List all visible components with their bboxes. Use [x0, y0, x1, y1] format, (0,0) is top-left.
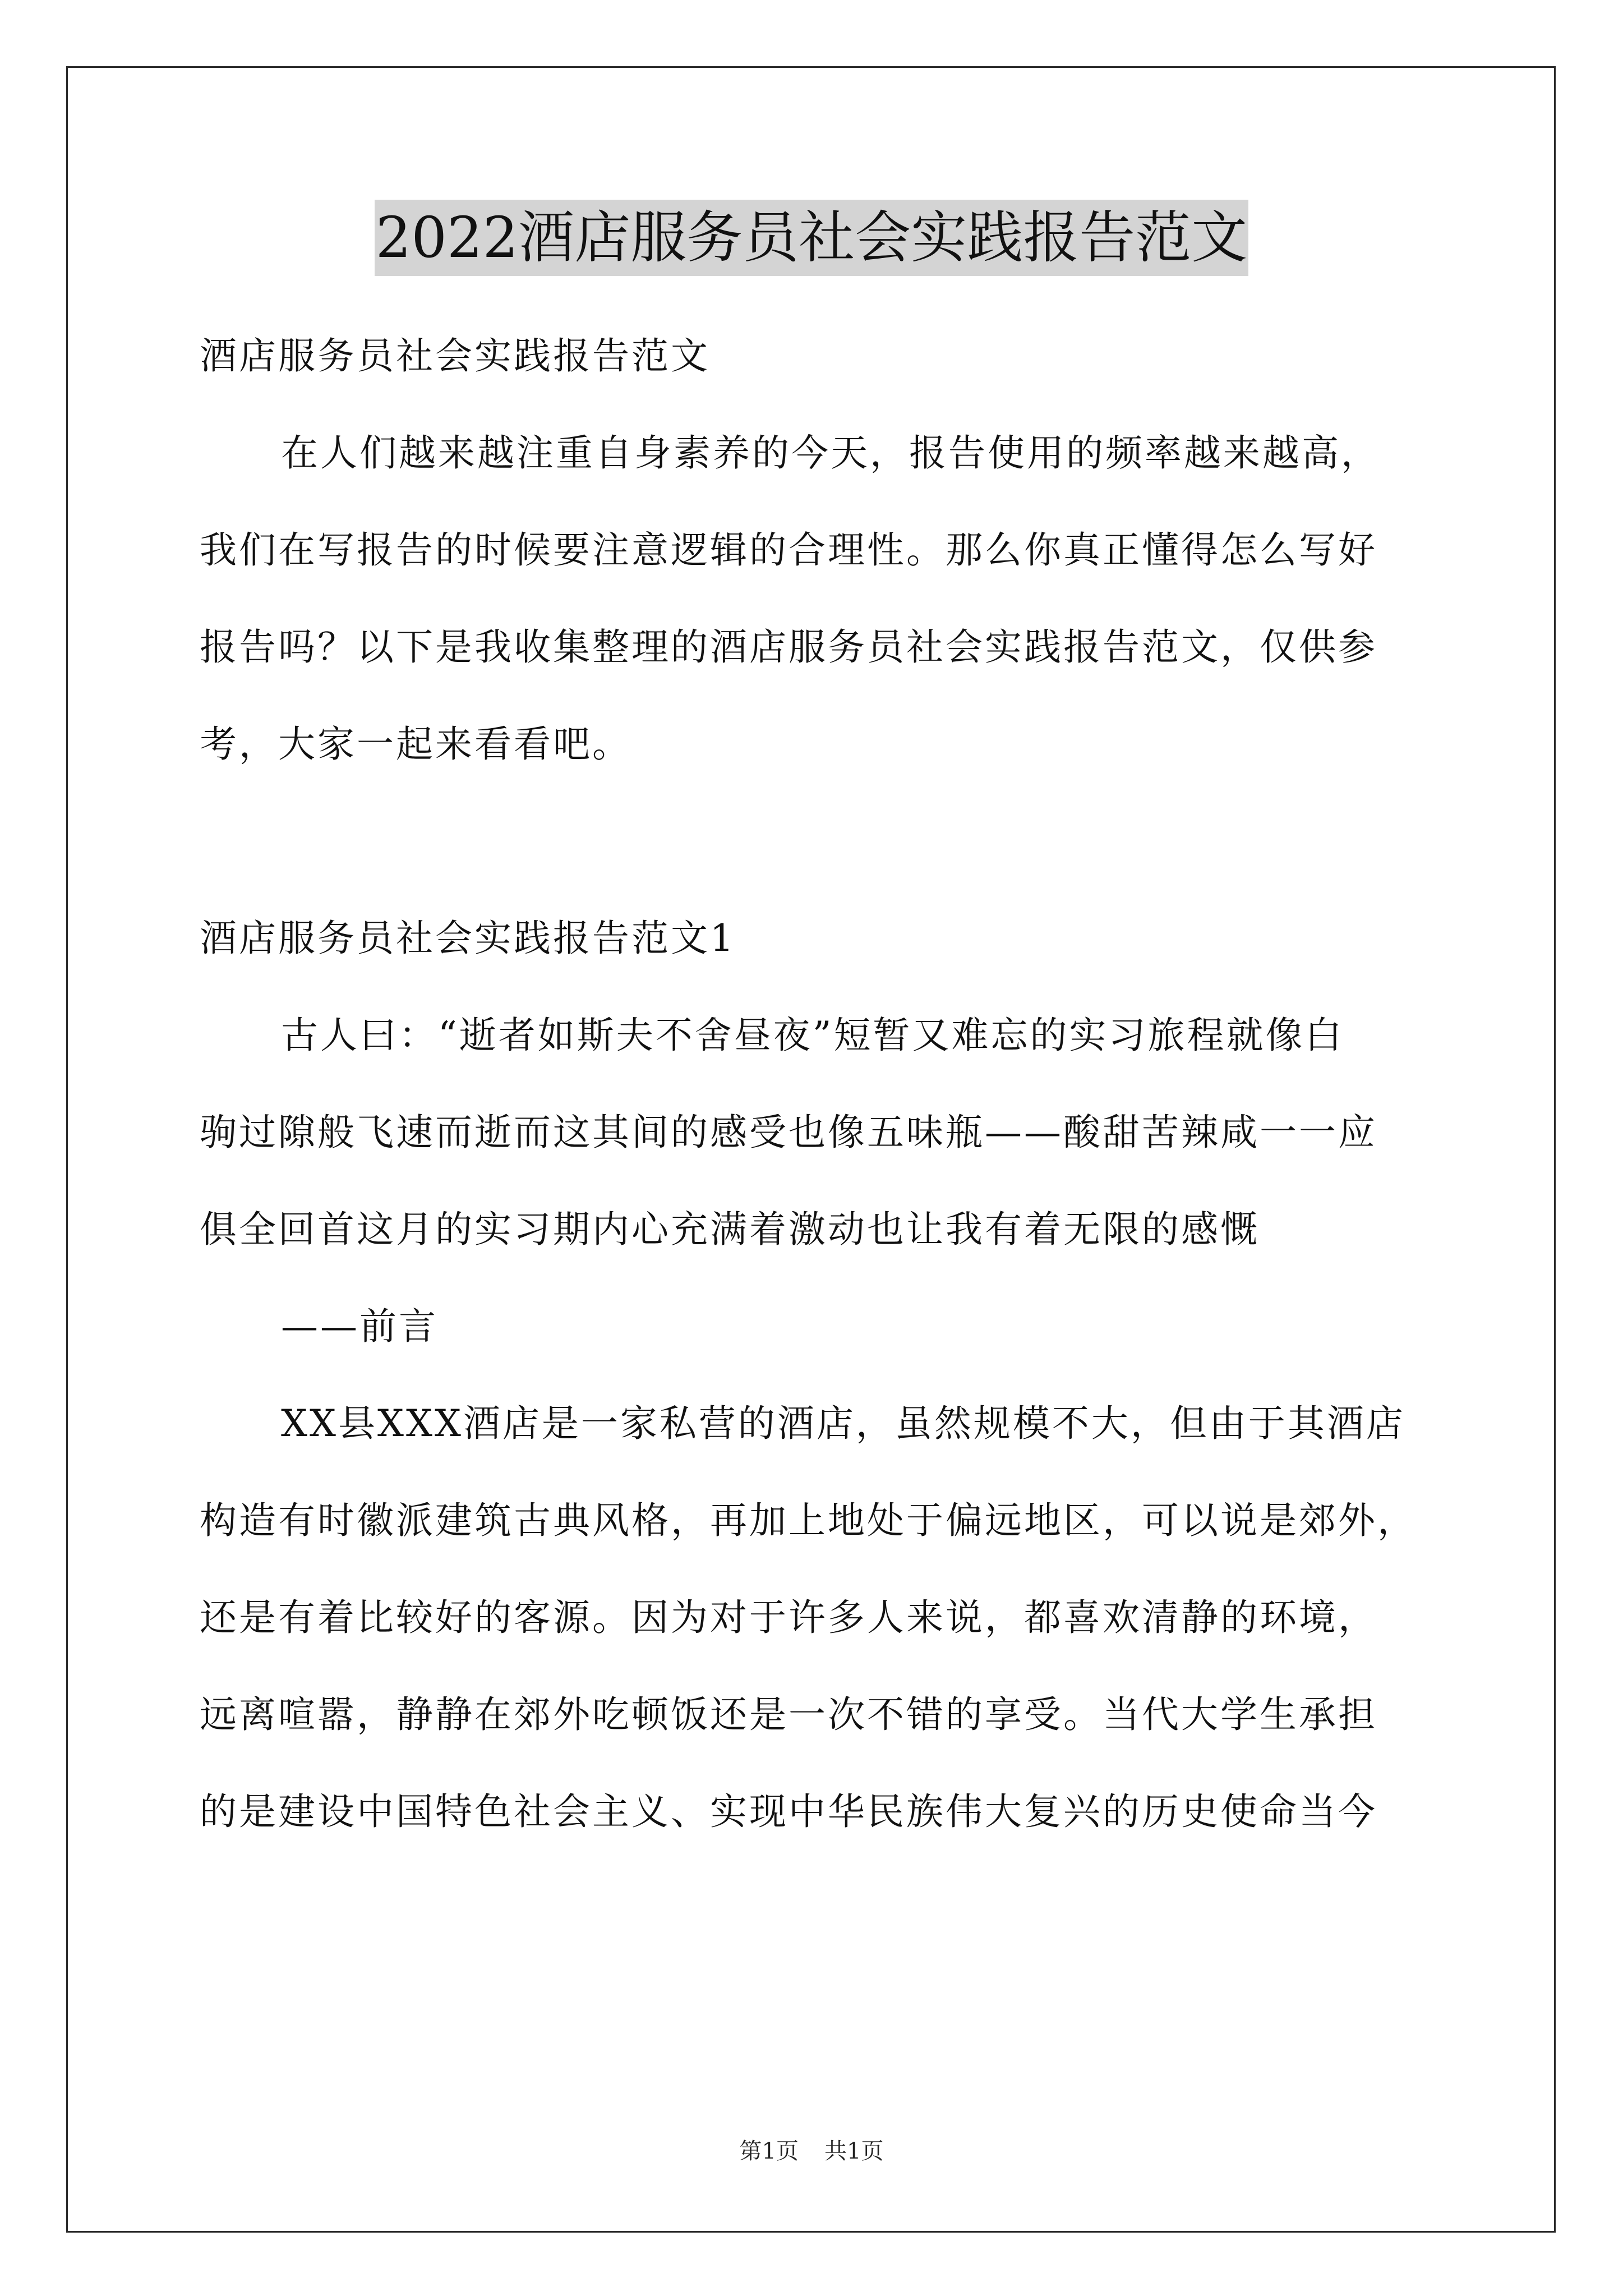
- text-line: 报告吗？以下是我收集整理的酒店服务员社会实践报告范文，仅供参: [200, 625, 1377, 669]
- text-line: 在人们越来越注重自身素养的今天，报告使用的频率越来越高，: [281, 431, 1380, 475]
- text-line: 考，大家一起来看看吧。: [200, 723, 631, 766]
- text-line: 酒店服务员社会实践报告范文1: [200, 917, 736, 960]
- text-line: 俱全回首这月的实习期内心充满着激动也让我有着无限的感慨: [200, 1208, 1260, 1251]
- page-footer: [0, 2134, 1623, 2168]
- document-title: 2022酒店服务员社会实践报告范文: [375, 200, 1249, 276]
- blank-line: [200, 793, 1484, 890]
- text-line: 酒店服务员社会实践报告范文: [200, 334, 710, 378]
- text-line: ——前言: [281, 1305, 438, 1348]
- text-line: 构造有时徽派建筑古典风格，再加上地处于偏远地区，可以说是郊外，: [200, 1499, 1417, 1542]
- text-line: 驹过隙般飞速而逝而这其间的感受也像五味瓶——酸甜苦辣咸一一应: [200, 1111, 1377, 1154]
- text-line: 我们在写报告的时候要注意逻辑的合理性。那么你真正懂得怎么写好: [200, 528, 1377, 572]
- document-body: [200, 307, 1484, 1860]
- text-line: 还是有着比较好的客源。因为对于许多人来说，都喜欢清静的环境，: [200, 1596, 1377, 1639]
- title-container: [0, 200, 1623, 276]
- text-line: 远离喧嚣，静静在郊外吃顿饭还是一次不错的享受。当代大学生承担: [200, 1693, 1377, 1736]
- page-number-total: 共1页: [824, 2138, 884, 2164]
- text-line: 古人曰：“逝者如斯夫不舍昼夜”短暂又难忘的实习旅程就像白: [281, 1014, 1344, 1057]
- text-line: 的是建设中国特色社会主义、实现中华民族伟大复兴的历史使命当今: [200, 1790, 1377, 1833]
- text-line: XX县XXX酒店是一家私营的酒店，虽然规模不大，但由于其酒店: [281, 1402, 1405, 1445]
- page-number-current: 第1页: [739, 2138, 799, 2164]
